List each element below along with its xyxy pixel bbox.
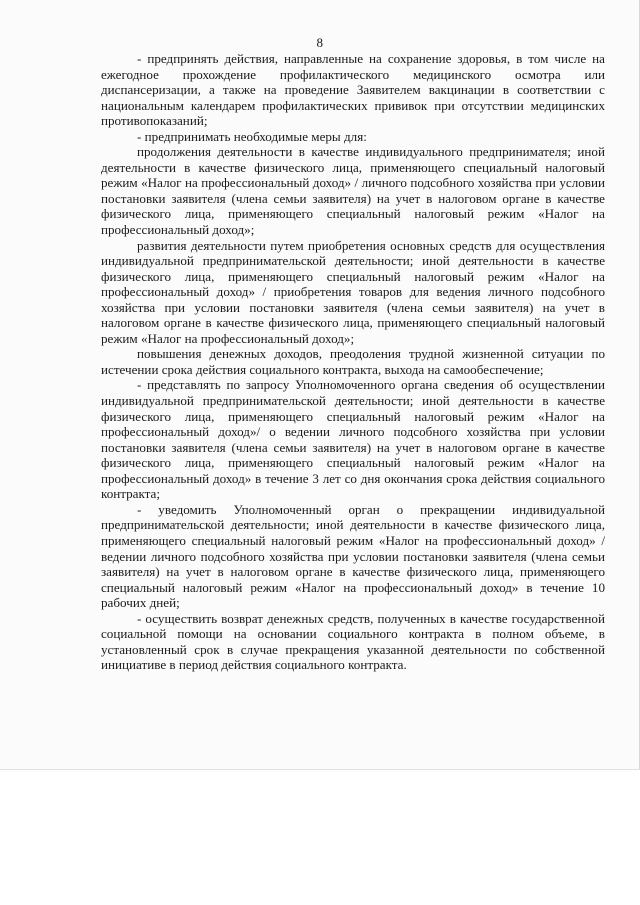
paragraph: - осуществить возврат денежных средств, полученных в качестве государственной социальной помощи на основании социального контракта в полном объеме, в установленный срок в случае прекращения указанной деятельности по собственной инициативе в период действия социального контракта. (101, 610, 605, 673)
paragraph: повышения денежных доходов, преодоления трудной жизненной ситуации по истечении срока действия социального контракта, выхода на самообеспечение; (101, 346, 605, 377)
paragraph: развития деятельности путем приобретения основных средств для осуществления индивидуальной предпринимательской деятельности; иной деятельности в качестве физического лица, применяющего специальный налоговый режим «Налог на профессиональный доход» / приобретения товаров для ведения личного подсобного хозяйства при условии постановки заявителя (члена семьи заявителя) на учет в налоговом органе в качестве физического лица, применяющего специальный налоговый режим «Налог на профессиональный доход»; (101, 237, 605, 346)
paragraph: продолжения деятельности в качестве индивидуального предпринимателя; иной деятельности в качестве физического лица, применяющего специальный налоговый режим «Налог на профессиональный доход» / личного подсобного хозяйства при условии постановки заявителя (члена семьи заявителя) на учет в налоговом органе в качестве физического лица, применяющего специальный налоговый режим «Налог на профессиональный доход»; (101, 144, 605, 238)
document-body (101, 51, 605, 673)
paragraph: - предпринять действия, направленные на сохранение здоровья, в том числе на ежегодное прохождение профилактического медицинского осмотра или диспансеризации, а также на проведение Заявителем вакцинации в соответствии с национальным календарем профилактических прививок при отсутствии медицинских противопоказаний; (101, 51, 605, 129)
paragraph: - представлять по запросу Уполномоченного органа сведения об осуществлении индивидуальной предпринимательской деятельности; иной деятельности в качестве физического лица, применяющего специальный налоговый режим «Налог на профессиональный доход»/ о ведении личного подсобного хозяйства при условии постановки заявителя (члена семьи заявителя) на учет в налоговом органе в качестве физического лица, применяющего специальный налоговый режим «Налог на профессиональный доход» в течение 3 лет со дня окончания срока действия социального контракта; (101, 377, 605, 502)
paragraph: - уведомить Уполномоченный орган о прекращении индивидуальной предпринимательской деятельности; иной деятельности в качестве физического лица, применяющего специальный налоговый режим «Налог на профессиональный доход» / ведении личного подсобного хозяйства при условии постановки заявителя (члена семьи заявителя) на учет в налоговом органе в качестве физического лица, применяющего специальный налоговый режим «Налог на профессиональный доход» в течение 10 рабочих дней; (101, 501, 605, 611)
page-number: 8 (316, 35, 324, 50)
paragraph: - предпринимать необходимые меры для: (137, 128, 367, 144)
